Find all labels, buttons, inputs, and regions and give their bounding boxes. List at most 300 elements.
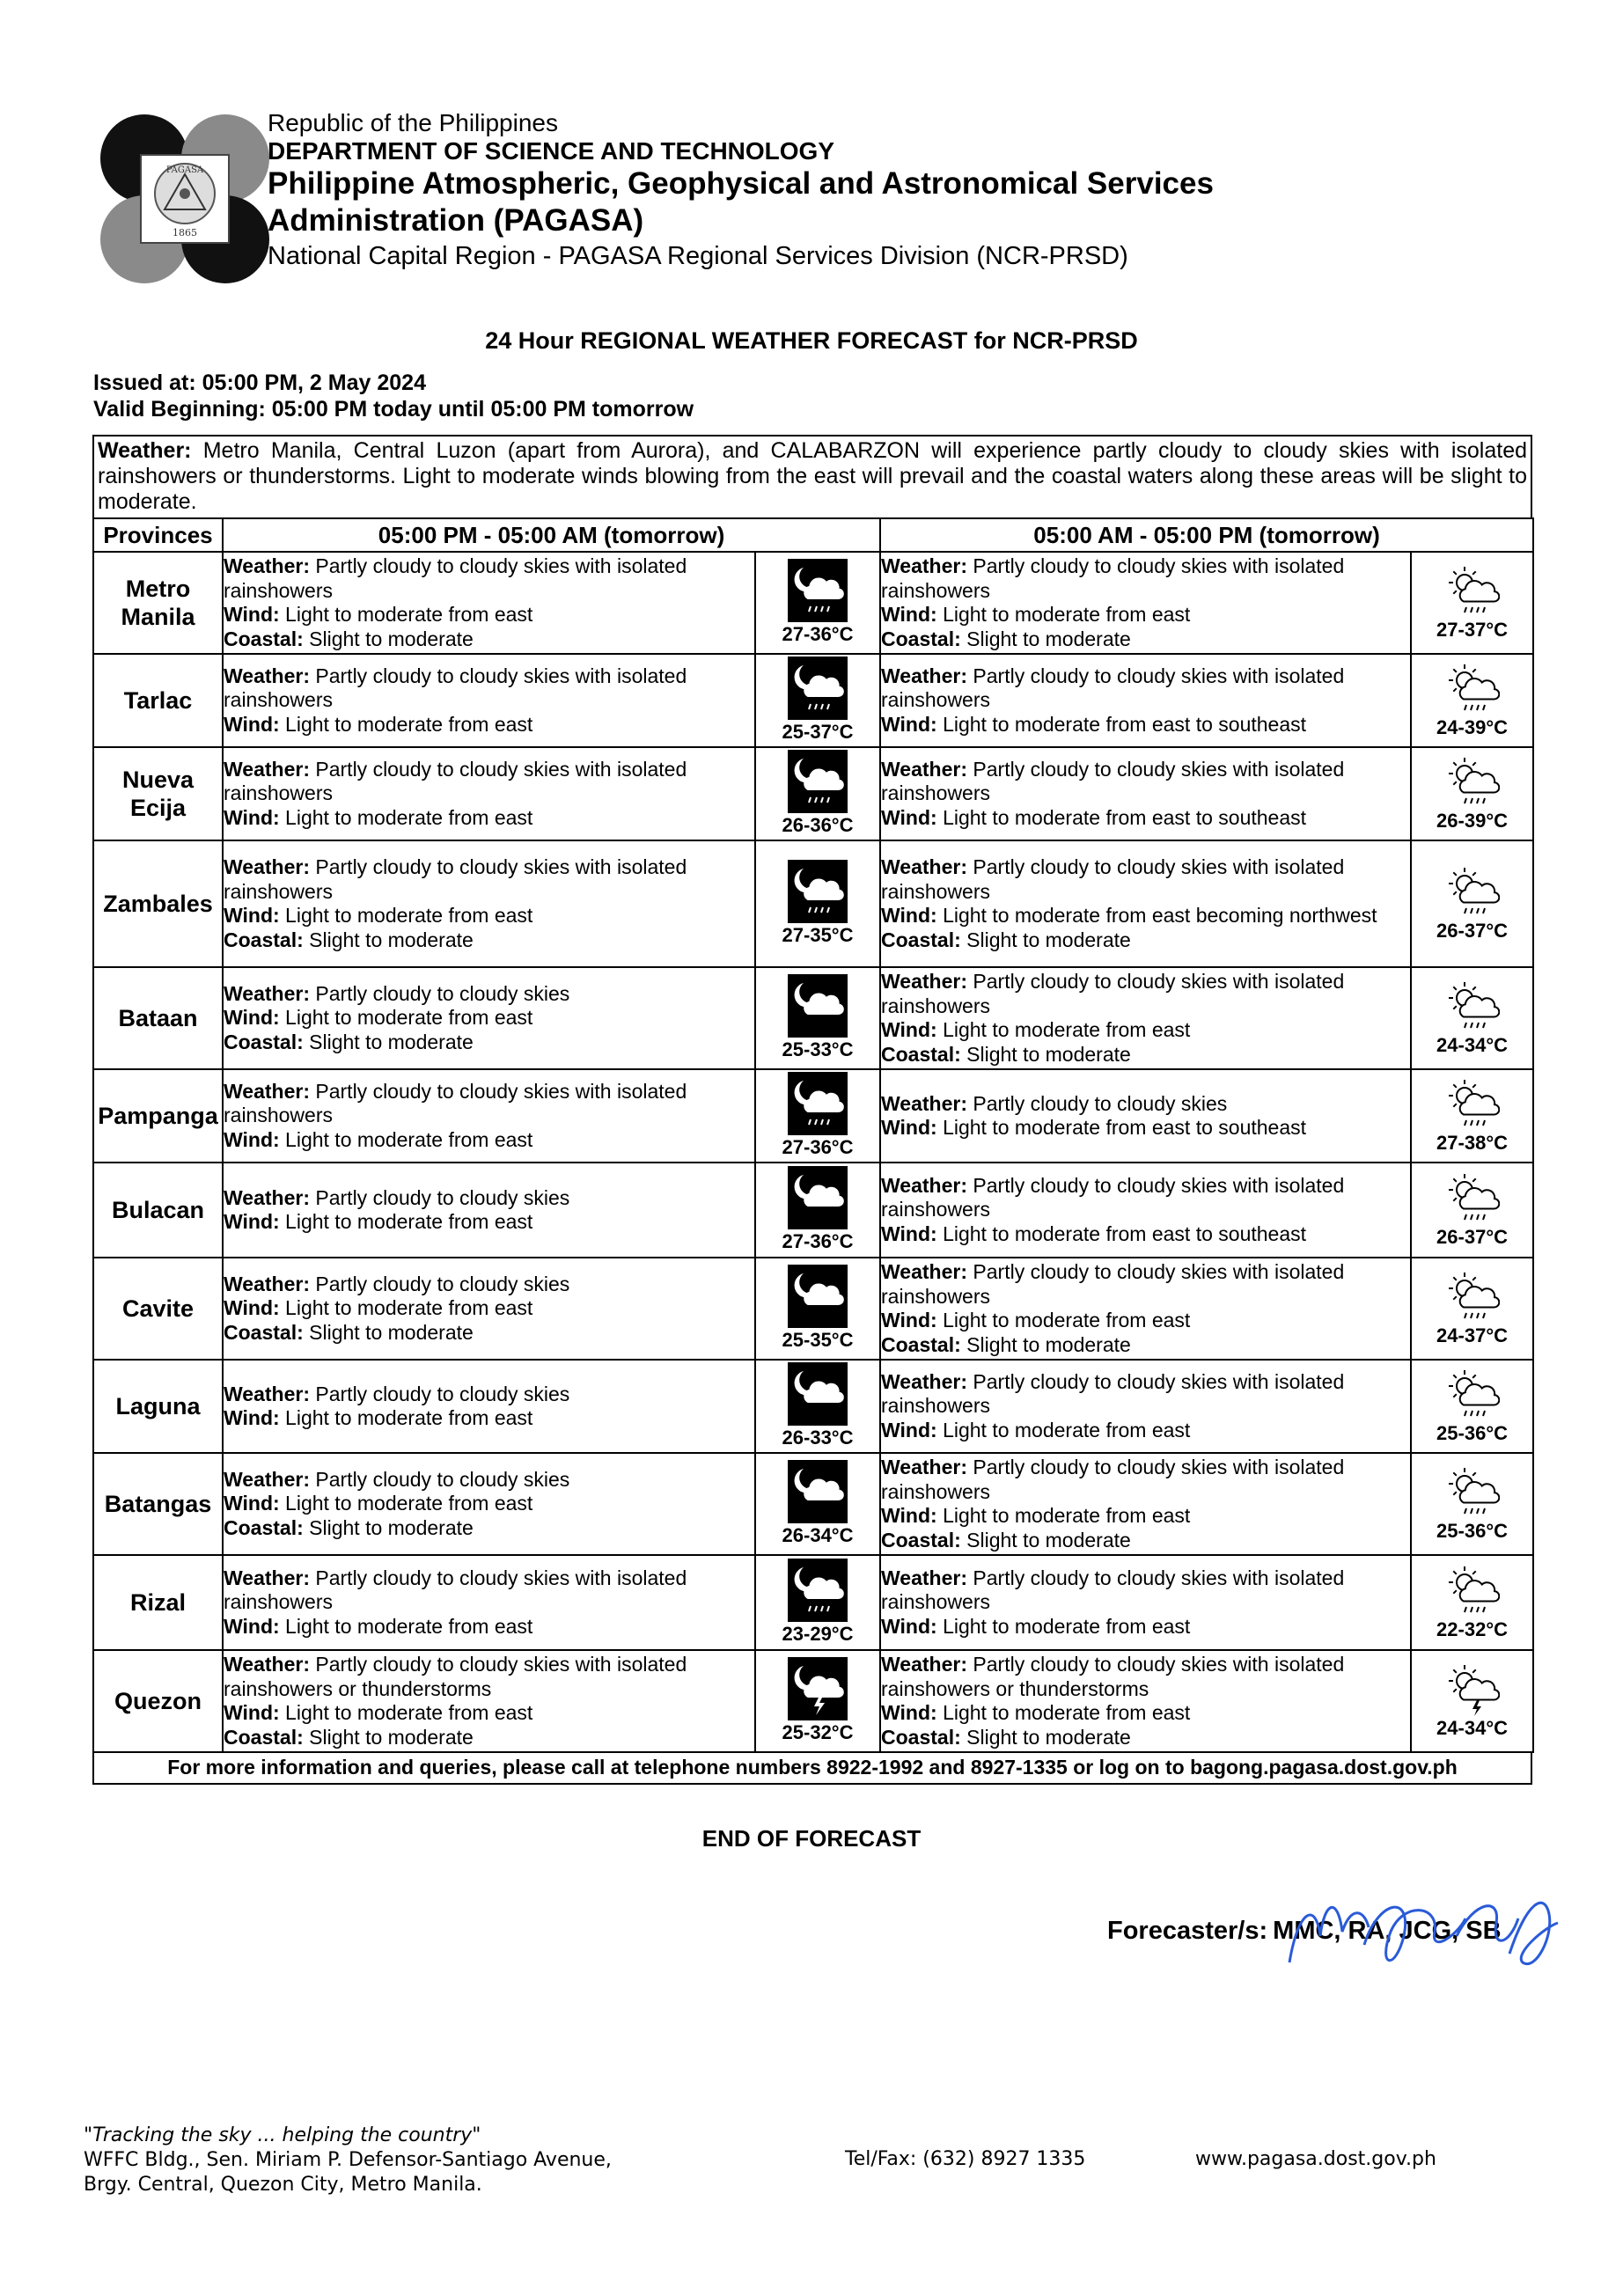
weather-value: Partly cloudy to cloudy skies with isolated rainshowers (224, 1079, 687, 1127)
night-forecast-text (223, 1555, 755, 1650)
coastal-label: Coastal: (224, 1515, 304, 1539)
svg-text:PAGASA: PAGASA (165, 165, 204, 175)
coastal-label: Coastal: (224, 627, 304, 650)
sun-cloud-rain-icon (1412, 1170, 1532, 1225)
coastal-line (224, 1516, 754, 1541)
temperature-range: 24-37°C (1436, 1324, 1508, 1346)
wind-value: Light to moderate from east (285, 904, 533, 927)
sun-cloud-rain-icon (1412, 979, 1532, 1033)
weather-line (881, 1260, 1410, 1309)
table-row (93, 1069, 1533, 1163)
night-icon-cell (755, 1360, 880, 1453)
night-forecast-text (223, 1163, 755, 1258)
coastal-label: Coastal: (881, 1725, 961, 1749)
wind-value: Light to moderate from east to southeast (943, 805, 1307, 829)
weather-value: Partly cloudy to cloudy skies with isolated rainshowers (881, 664, 1345, 712)
wind-label: Wind: (224, 805, 280, 829)
night-icon-cell (755, 1163, 880, 1258)
weather-line (224, 1080, 754, 1128)
wind-value: Light to moderate from east (285, 603, 533, 626)
wind-label: Wind: (224, 1492, 280, 1515)
weather-label: Weather: (224, 1185, 310, 1209)
coastal-line (881, 1529, 1410, 1553)
weather-label: Weather: (881, 1260, 968, 1283)
weather-line (881, 1653, 1410, 1701)
weather-value: Partly cloudy to cloudy skies (315, 1467, 570, 1491)
temperature-range: 27-37°C (1436, 619, 1508, 641)
valid-period: Valid Beginning: 05:00 PM today until 05:00 PM tomorrow (93, 397, 694, 422)
day-icon-cell (1411, 654, 1533, 747)
weather-label: Weather: (881, 1456, 968, 1478)
weather-line (224, 554, 754, 603)
day-forecast-text (880, 1069, 1411, 1163)
wind-value: Light to moderate from east to southeast (943, 1221, 1307, 1245)
province-name: Zambales (93, 840, 223, 967)
wind-label: Wind: (881, 904, 937, 927)
sun-cloud-rain-icon (1412, 1269, 1532, 1324)
table-row (93, 840, 1533, 967)
forecasters-names: MMC, RA, JCG, SB (1273, 1917, 1502, 1945)
table-row (93, 1555, 1533, 1650)
weather-value: Partly cloudy to cloudy skies with isolated rainshowers or thunderstorms (881, 1653, 1345, 1700)
wind-label: Wind: (224, 1406, 280, 1429)
province-name: Batangas (93, 1453, 223, 1555)
weather-line (881, 970, 1410, 1018)
weather-value: Partly cloudy to cloudy skies with isolated rainshowers (881, 757, 1345, 805)
wind-value: Light to moderate from east (285, 1006, 533, 1030)
weather-value: Partly cloudy to cloudy skies (315, 981, 570, 1005)
temperature-range: 24-34°C (1436, 1034, 1508, 1056)
temperature-range: 25-35°C (782, 1329, 854, 1351)
agency-name-line1: Philippine Atmospheric, Geophysical and Astronomical Services (268, 166, 1214, 201)
weather-value: Partly cloudy to cloudy skies with isolated rainshowers (881, 1566, 1345, 1614)
address-block (84, 2124, 612, 2197)
wind-value: Light to moderate from east (285, 1296, 533, 1320)
day-forecast-text (880, 747, 1411, 840)
wind-line (881, 1419, 1410, 1443)
wind-value: Light to moderate from east (285, 805, 533, 829)
wind-label: Wind: (881, 603, 937, 626)
province-name: Bulacan (93, 1163, 223, 1258)
summary-text: Metro Manila, Central Luzon (apart from Aurora), and CALABARZON will experience partly cloudy to cloudy skies with isolated rainshowers or thunderstorms. Light to moderate winds blowing from the east will prevail and the coastal waters along these areas will be slight to moderate. (98, 438, 1528, 514)
wind-value: Light to moderate from east (285, 1406, 533, 1429)
night-icon-cell (755, 1258, 880, 1360)
weather-label: Weather: (881, 554, 968, 577)
day-icon-cell (1411, 1258, 1533, 1360)
table-row (93, 967, 1533, 1069)
day-icon-cell (1411, 1360, 1533, 1453)
weather-line (224, 758, 754, 806)
sun-cloud-rain-icon (1412, 754, 1532, 809)
wind-label: Wind: (224, 1006, 280, 1030)
wind-line (224, 904, 754, 928)
forecast-title: 24 Hour REGIONAL WEATHER FORECAST for NCR-PRSD (485, 327, 1138, 354)
sun-cloud-rain-icon (1412, 1563, 1532, 1617)
temperature-range: 27-38°C (1436, 1132, 1508, 1154)
coastal-value: Slight to moderate (309, 1725, 474, 1749)
coastal-value: Slight to moderate (966, 1042, 1131, 1066)
weather-value: Partly cloudy to cloudy skies with isolated rainshowers (881, 1456, 1345, 1503)
weather-value: Partly cloudy to cloudy skies (315, 1185, 570, 1209)
day-icon-cell (1411, 1453, 1533, 1555)
coastal-value: Slight to moderate (309, 1030, 474, 1053)
table-row (93, 1163, 1533, 1258)
night-forecast-text (223, 552, 755, 654)
day-forecast-text (880, 1453, 1411, 1555)
night-cloud-rain-icon (756, 1559, 879, 1622)
night-cloud-icon (756, 1362, 879, 1426)
sun-cloud-rain-icon (1412, 563, 1532, 618)
weather-value: Partly cloudy to cloudy skies with isolated rainshowers (224, 1566, 687, 1614)
sun-cloud-thunder-icon (1412, 1661, 1532, 1716)
temperature-range: 25-32°C (782, 1721, 854, 1743)
day-icon-cell (1411, 967, 1533, 1069)
wind-label: Wind: (224, 1127, 280, 1151)
wind-value: Light to moderate from east (285, 1492, 533, 1515)
weather-value: Partly cloudy to cloudy skies with isolated rainshowers or thunderstorms (224, 1653, 687, 1700)
svg-text:1865: 1865 (173, 227, 197, 238)
coastal-label: Coastal: (224, 1320, 304, 1344)
wind-line (881, 1018, 1410, 1043)
weather-label: Weather: (224, 664, 310, 687)
wind-value: Light to moderate from east (943, 1018, 1191, 1041)
period1-header: 05:00 PM - 05:00 AM (tomorrow) (223, 518, 880, 552)
wind-label: Wind: (224, 712, 280, 736)
night-cloud-icon (756, 1166, 879, 1229)
weather-value: Partly cloudy to cloudy skies with isolated rainshowers (881, 1260, 1345, 1308)
coastal-line (224, 928, 754, 953)
wind-line (224, 713, 754, 737)
wind-line (881, 1701, 1410, 1726)
weather-line (881, 1174, 1410, 1222)
wind-value: Light to moderate from east (285, 1701, 533, 1724)
wind-label: Wind: (881, 712, 937, 736)
temperature-range: 26-37°C (1436, 1226, 1508, 1248)
wind-line (881, 713, 1410, 737)
weather-label: Weather: (224, 1653, 310, 1676)
address-line1: WFFC Bldg., Sen. Miriam P. Defensor-Santiago Avenue, (84, 2149, 612, 2171)
agency-header (268, 109, 1214, 273)
sun-cloud-rain-icon (1412, 864, 1532, 919)
night-cloud-thunder-icon (756, 1657, 879, 1720)
sun-cloud-rain-icon (1412, 1076, 1532, 1131)
weather-value: Partly cloudy to cloudy skies with isolated rainshowers (224, 855, 687, 903)
contact-note: For more information and queries, please call at telephone numbers 8922-1992 and 8927-1335 or log on to bagong.pagasa.dost.gov.ph (92, 1753, 1532, 1785)
table-row (93, 1360, 1533, 1453)
coastal-label: Coastal: (881, 627, 961, 650)
wind-label: Wind: (224, 1210, 280, 1233)
temperature-range: 27-36°C (782, 1136, 854, 1158)
forecasters-label: Forecaster/s: (1107, 1917, 1268, 1945)
temperature-range: 26-33°C (782, 1427, 854, 1449)
weather-label: Weather: (224, 1079, 310, 1103)
weather-value: Partly cloudy to cloudy skies with isolated rainshowers (881, 1173, 1345, 1221)
temperature-range: 27-35°C (782, 924, 854, 946)
weather-label: Weather: (224, 554, 310, 577)
weather-label: Weather: (224, 757, 310, 781)
signatures (1281, 1883, 1562, 1984)
coastal-label: Coastal: (224, 1030, 304, 1053)
wind-label: Wind: (881, 1614, 937, 1638)
wind-line (224, 1492, 754, 1516)
table-row (93, 552, 1533, 654)
weather-line (224, 1566, 754, 1615)
night-cloud-icon (756, 974, 879, 1038)
coastal-value: Slight to moderate (966, 1725, 1131, 1749)
night-forecast-text (223, 1650, 755, 1752)
pagasa-logo (99, 113, 271, 285)
coastal-label: Coastal: (881, 1332, 961, 1356)
wind-line (224, 1406, 754, 1431)
website: www.pagasa.dost.gov.ph (1195, 2148, 1436, 2170)
wind-label: Wind: (224, 603, 280, 626)
night-cloud-rain-icon (756, 750, 879, 813)
wind-value: Light to moderate from east (943, 1418, 1191, 1441)
wind-value: Light to moderate from east (943, 603, 1191, 626)
wind-line (224, 806, 754, 831)
wind-value: Light to moderate from east (943, 1309, 1191, 1331)
temperature-range: 25-36°C (1436, 1520, 1508, 1542)
wind-label: Wind: (224, 1701, 280, 1724)
province-name: Quezon (93, 1650, 223, 1752)
weather-line (224, 982, 754, 1007)
coastal-value: Slight to moderate (966, 1528, 1131, 1551)
issued-at: Issued at: 05:00 PM, 2 May 2024 (93, 370, 426, 395)
night-icon-cell (755, 1069, 880, 1163)
day-icon-cell (1411, 747, 1533, 840)
weather-value: Partly cloudy to cloudy skies with isolated rainshowers (881, 970, 1345, 1017)
wind-label: Wind: (881, 805, 937, 829)
day-icon-cell (1411, 1555, 1533, 1650)
table-row (93, 1258, 1533, 1360)
province-name: Pampanga (93, 1069, 223, 1163)
weather-line (881, 664, 1410, 713)
summary-label: Weather: (98, 438, 192, 463)
weather-line (881, 1456, 1410, 1504)
province-name: Bataan (93, 967, 223, 1069)
day-icon-cell (1411, 840, 1533, 967)
temperature-range: 27-36°C (782, 1230, 854, 1252)
wind-label: Wind: (881, 1701, 937, 1724)
wind-line (881, 1116, 1410, 1141)
night-icon-cell (755, 967, 880, 1069)
forecast-table-wrap (92, 435, 1532, 1785)
weather-line (224, 1653, 754, 1701)
day-icon-cell (1411, 1069, 1533, 1163)
night-forecast-text (223, 654, 755, 747)
weather-line (224, 1468, 754, 1493)
wind-line (224, 1701, 754, 1726)
wind-line (224, 1615, 754, 1639)
weather-label: Weather: (224, 981, 310, 1005)
table-row (93, 654, 1533, 747)
coastal-line (881, 1726, 1410, 1750)
wind-value: Light to moderate from east (943, 1614, 1191, 1638)
weather-label: Weather: (881, 855, 968, 878)
table-row (93, 747, 1533, 840)
weather-label: Weather: (224, 1382, 310, 1405)
province-name: Cavite (93, 1258, 223, 1360)
night-cloud-icon (756, 1460, 879, 1523)
weather-value: Partly cloudy to cloudy skies (973, 1091, 1228, 1115)
coastal-label: Coastal: (224, 928, 304, 951)
weather-line (224, 855, 754, 904)
province-name: Metro Manila (93, 552, 223, 654)
weather-line (881, 554, 1410, 603)
night-cloud-rain-icon (756, 860, 879, 923)
coastal-line (881, 1043, 1410, 1067)
address-line2: Brgy. Central, Quezon City, Metro Manila. (84, 2174, 482, 2196)
province-name: Rizal (93, 1555, 223, 1650)
forecast-table (92, 517, 1534, 1753)
coastal-value: Slight to moderate (309, 1320, 474, 1344)
temperature-range: 26-37°C (1436, 920, 1508, 942)
coastal-value: Slight to moderate (966, 1332, 1131, 1356)
wind-line (224, 1006, 754, 1031)
coastal-line (224, 1321, 754, 1346)
day-forecast-text (880, 1258, 1411, 1360)
weather-label: Weather: (224, 1272, 310, 1295)
weather-line (881, 1566, 1410, 1615)
temperature-range: 22-32°C (1436, 1618, 1508, 1640)
weather-value: Partly cloudy to cloudy skies with isolated rainshowers (881, 1369, 1345, 1418)
day-icon-cell (1411, 1163, 1533, 1258)
weather-value: Partly cloudy to cloudy skies with isolated rainshowers (881, 855, 1345, 903)
wind-value: Light to moderate from east to southeast (943, 712, 1307, 736)
wind-label: Wind: (881, 1221, 937, 1245)
weather-line (881, 1370, 1410, 1419)
weather-label: Weather: (881, 1173, 968, 1197)
night-icon-cell (755, 840, 880, 967)
department-line: DEPARTMENT OF SCIENCE AND TECHNOLOGY (268, 137, 835, 165)
weather-label: Weather: (881, 1566, 968, 1589)
issue-info (93, 370, 694, 422)
night-cloud-icon (756, 1265, 879, 1328)
night-forecast-text (223, 1453, 755, 1555)
night-icon-cell (755, 1555, 880, 1650)
weather-value: Partly cloudy to cloudy skies (315, 1382, 570, 1405)
table-row (93, 1453, 1533, 1555)
day-forecast-text (880, 654, 1411, 747)
weather-label: Weather: (881, 757, 968, 781)
table-header-row (93, 518, 1533, 552)
province-name: Laguna (93, 1360, 223, 1453)
province-name: Tarlac (93, 654, 223, 747)
wind-label: Wind: (881, 1418, 937, 1441)
wind-line (224, 1128, 754, 1153)
division-line: National Capital Region - PAGASA Regional Services Division (NCR-PRSD) (268, 242, 1128, 270)
coastal-value: Slight to moderate (966, 928, 1131, 951)
temperature-range: 25-33°C (782, 1038, 854, 1060)
temperature-range: 26-39°C (1436, 810, 1508, 832)
provinces-header: Provinces (93, 518, 223, 552)
day-forecast-text (880, 967, 1411, 1069)
wind-line (881, 1504, 1410, 1529)
night-forecast-text (223, 967, 755, 1069)
day-icon-cell (1411, 552, 1533, 654)
night-forecast-text (223, 1258, 755, 1360)
temperature-range: 25-37°C (782, 721, 854, 743)
coastal-value: Slight to moderate (309, 627, 474, 650)
night-icon-cell (755, 1453, 880, 1555)
night-icon-cell (755, 1650, 880, 1752)
wind-label: Wind: (881, 1504, 937, 1527)
wind-line (881, 1615, 1410, 1639)
coastal-label: Coastal: (881, 1528, 961, 1551)
night-cloud-rain-icon (756, 559, 879, 622)
night-forecast-text (223, 1069, 755, 1163)
weather-value: Partly cloudy to cloudy skies with isolated rainshowers (224, 554, 687, 602)
night-forecast-text (223, 1360, 755, 1453)
day-forecast-text (880, 1163, 1411, 1258)
night-icon-cell (755, 654, 880, 747)
weather-label: Weather: (881, 1091, 968, 1115)
wind-label: Wind: (224, 1614, 280, 1638)
coastal-value: Slight to moderate (309, 1515, 474, 1539)
wind-value: Light to moderate from east to southeast (943, 1116, 1307, 1139)
wind-label: Wind: (224, 1296, 280, 1320)
weather-label: Weather: (224, 1467, 310, 1491)
night-forecast-text (223, 747, 755, 840)
motto: "Tracking the sky ... helping the country" (84, 2124, 481, 2146)
sun-cloud-rain-icon (1412, 1464, 1532, 1519)
coastal-value: Slight to moderate (966, 627, 1131, 650)
wind-line (881, 603, 1410, 627)
agency-name-line2: Administration (PAGASA) (268, 203, 644, 238)
night-forecast-text (223, 840, 755, 967)
period2-header: 05:00 AM - 05:00 PM (tomorrow) (880, 518, 1533, 552)
telephone: Tel/Fax: (632) 8927 1335 (845, 2148, 1086, 2170)
wind-line (224, 1296, 754, 1321)
wind-line (881, 806, 1410, 831)
wind-value: Light to moderate from east becoming northwest (943, 904, 1377, 927)
weather-line (224, 1273, 754, 1297)
day-forecast-text (880, 1650, 1411, 1752)
wind-value: Light to moderate from east (285, 1614, 533, 1638)
weather-value: Partly cloudy to cloudy skies with isolated rainshowers (224, 664, 687, 712)
wind-value: Light to moderate from east (285, 1127, 533, 1151)
province-name: Nueva Ecija (93, 747, 223, 840)
sun-cloud-rain-icon (1412, 1367, 1532, 1421)
temperature-range: 24-34°C (1436, 1717, 1508, 1739)
coastal-line (881, 627, 1410, 652)
table-row (93, 1650, 1533, 1752)
temperature-range: 23-29°C (782, 1623, 854, 1645)
weather-label: Weather: (881, 1653, 968, 1676)
coastal-line (881, 1333, 1410, 1358)
wind-label: Wind: (881, 1116, 937, 1139)
day-forecast-text (880, 1360, 1411, 1453)
temperature-range: 27-36°C (782, 623, 854, 645)
coastal-line (224, 1031, 754, 1055)
coastal-label: Coastal: (881, 928, 961, 951)
temperature-range: 24-39°C (1436, 716, 1508, 738)
republic-line: Republic of the Philippines (268, 109, 558, 136)
weather-value: Partly cloudy to cloudy skies with isolated rainshowers (881, 554, 1345, 602)
wind-label: Wind: (881, 1018, 937, 1041)
night-icon-cell (755, 552, 880, 654)
end-of-forecast: END OF FORECAST (701, 1825, 922, 1852)
weather-value: Partly cloudy to cloudy skies with isolated rainshowers (224, 757, 687, 805)
wind-label: Wind: (224, 904, 280, 927)
weather-label: Weather: (881, 664, 968, 687)
weather-label: Weather: (881, 1369, 968, 1393)
wind-line (881, 904, 1410, 928)
wind-value: Light to moderate from east (285, 712, 533, 736)
wind-value: Light to moderate from east (943, 1701, 1191, 1724)
day-forecast-text (880, 1555, 1411, 1650)
weather-line (224, 664, 754, 713)
